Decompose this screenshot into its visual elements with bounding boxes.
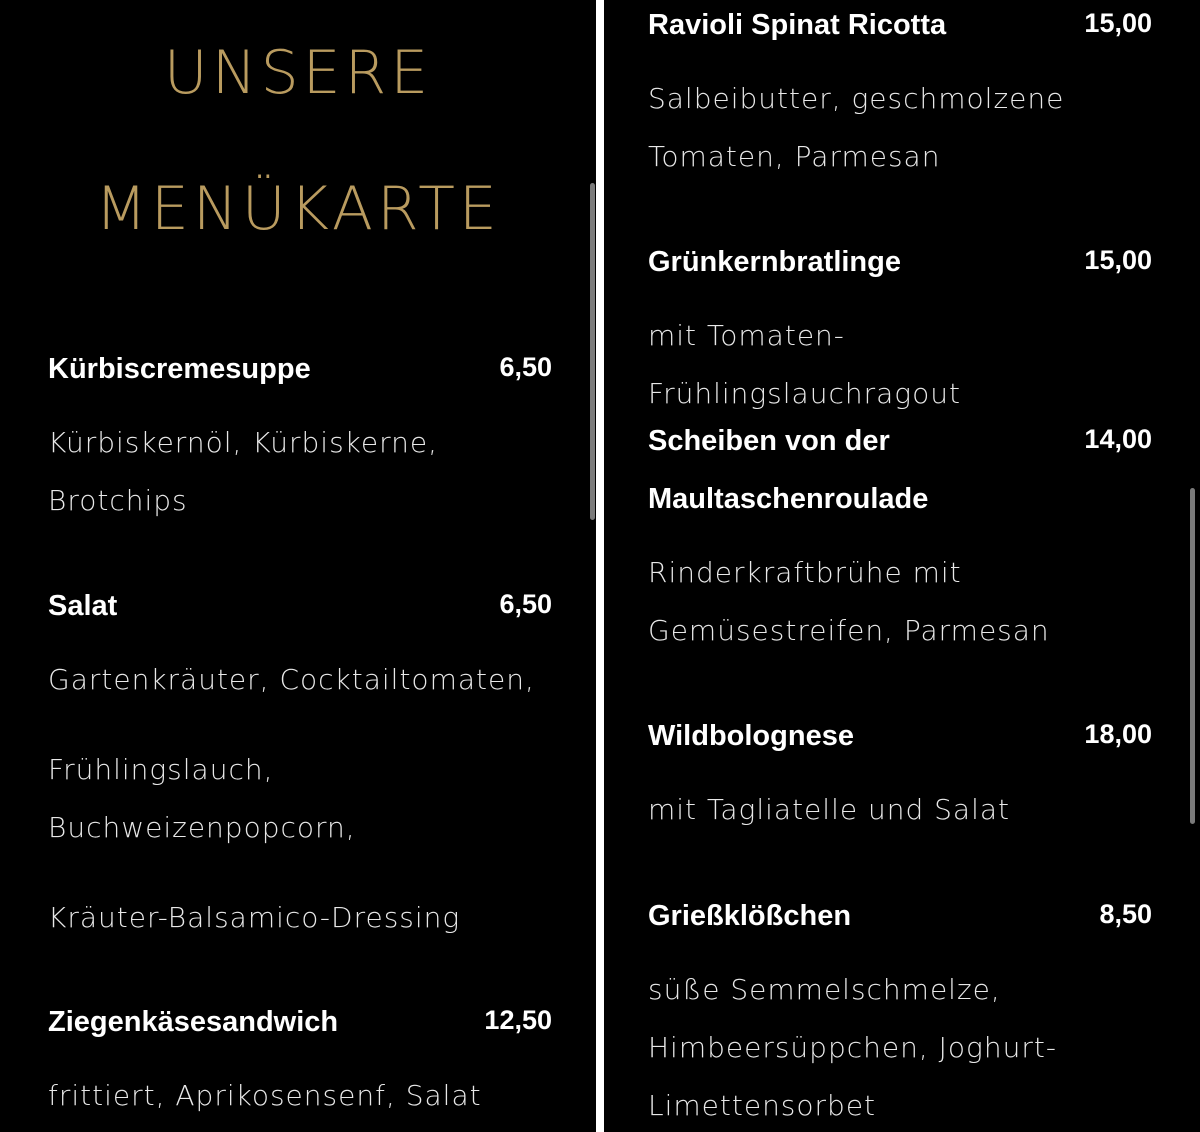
menu-item-salat [48, 577, 552, 947]
menu-item-price: 14,00 [1084, 424, 1152, 454]
menu-item-gruenkernbratlinge [648, 233, 1152, 423]
menu-item-desc: mit Tagliatelle und Salat [648, 793, 1010, 826]
menu-item-desc: frittiert, Aprikosensenf, Salat [48, 1079, 482, 1112]
menu-item-ravioli [648, 0, 1152, 186]
menu-item-desc: Tomaten, Parmesan [648, 140, 941, 173]
menu-item-name: Ziegenkäsesandwich [48, 1006, 339, 1038]
menu-item-desc: Buchweizenpopcorn, [48, 811, 356, 844]
menu-item-name-line-2: Maultaschenroulade [648, 483, 929, 515]
menu-title-line-1: UNSERE [163, 38, 433, 108]
menu-item-griessklösschen [648, 887, 1152, 1132]
menu-item-desc: Frühlingslauch, [48, 753, 274, 786]
menu-item-desc: mit Tomaten-Frühlingslauchragout [648, 319, 961, 410]
menu-item-desc: Gemüsestreifen, Parmesan [648, 614, 1050, 647]
scrollbar-left[interactable] [590, 183, 595, 520]
menu-item-price: 6,50 [499, 589, 552, 619]
menu-item-name: Grünkernbratlinge [648, 246, 901, 278]
menu-title-line-2: MENÜKARTE [95, 174, 501, 244]
menu-item-price: 15,00 [1084, 8, 1152, 38]
menu-item-name: Salat [48, 590, 118, 622]
menu-item-price: 18,00 [1084, 719, 1152, 749]
panel-divider [596, 0, 604, 1132]
menu-item-name: Kürbiscremesuppe [48, 353, 311, 385]
menu-item-desc: Rinderkraftbrühe mit [648, 556, 962, 589]
scrollbar-right[interactable] [1190, 488, 1195, 824]
menu-item-name-line-1: Scheiben von der [648, 425, 890, 457]
menu-item-desc: Kräuter-Balsamico-Dressing [48, 901, 461, 934]
menu-item-name: Wildbolognese [648, 720, 854, 752]
menu-item-desc: Kürbiskernöl, Kürbiskerne, [48, 426, 438, 459]
menu-item-desc: Gartenkräuter, Cocktailtomaten, [48, 663, 535, 696]
menu-item-price: 15,00 [1084, 245, 1152, 275]
menu-item-name: Ravioli Spinat Ricotta [648, 9, 947, 41]
menu-item-price: 8,50 [1099, 899, 1152, 929]
menu-item-ziegenkaesesandwich [48, 993, 552, 1125]
menu-panel-right[interactable] [604, 0, 1200, 1132]
menu-item-maultaschenroulade [648, 412, 1152, 660]
menu-item-price: 6,50 [499, 352, 552, 382]
menu-item-desc: Limettensorbet [648, 1089, 877, 1122]
menu-item-desc: süße Semmelschmelze, [648, 973, 1001, 1006]
menu-item-name: Grießklößchen [648, 900, 852, 932]
menu-item-desc: Himbeersüppchen, Joghurt- [648, 1031, 1057, 1064]
menu-item-wildbolognese [648, 707, 1152, 839]
menu-item-price: 12,50 [484, 1005, 552, 1035]
menu-item-kuerbiscremesuppe [48, 340, 552, 530]
menu-item-desc: Brotchips [48, 484, 188, 517]
menu-panel-left[interactable] [0, 0, 596, 1132]
menu-item-desc: Salbeibutter, geschmolzene [648, 82, 1065, 115]
